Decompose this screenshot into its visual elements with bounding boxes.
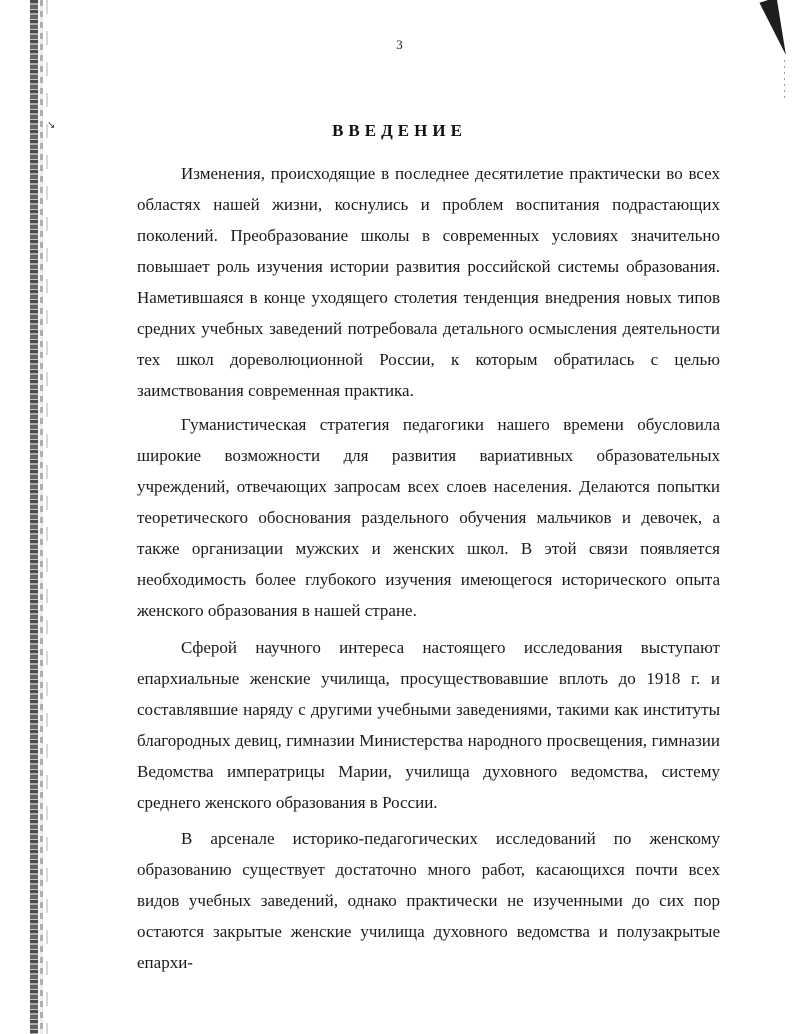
scan-binding-shadow [40,0,43,1034]
scan-binding-faint-line [46,0,48,1034]
body-text [137,158,720,978]
margin-arrow-icon: ↘ [47,120,56,131]
paragraph-4: В арсенале историко-педагогических исследований по женскому образованию существует достаточно много работ, касающихся почти всех видов учебных заведений, однако практически не изученными до сих пор остаются закрытые женские училища духовного ведомства и полузакрытые епархи- [137,829,720,972]
paragraph-2: Гуманистическая стратегия педагогики нашего времени обусловила широкие возможности для развития вариативных образовательных учреждений, отвечающих запросам всех слоев населения. Делаются попытки теоретического обоснования раздельного обучения мальчиков и девочек, а также организации мужских и женских школ. В этой связи появляется необходимость более глубокого изучения имеющегося исторического опыта женского образования в нашей стране. [137,415,720,620]
scan-binding-edge [30,0,38,1034]
paragraph-3: Сферой научного интереса настоящего исследования выступают епархиальные женские училища, просуществовавшие вплоть до 1918 г. и составлявшие наряду с другими учебными заведениями, такими как институты благородных девиц, гимназии Министерства народного просвещения, гимназии Ведомства императрицы Марии, училища духовного ведомства, систему среднего женского образования в России. [137,638,720,812]
paragraph-1: Изменения, происходящие в последнее десятилетие практически во всех областях нашей жизни, коснулись и проблем воспитания подрастающих поколений. Преобразование школы в современных условиях значительно повышает роль изучения истории развития российской системы образования. Наметившаяся в конце уходящего столетия тенденция внедрения новых типов средних учебных заведений потребовала детального осмысления деятельности тех школ дореволюционной России, к которым обратилась с целью заимствования современная практика. [137,164,720,400]
scan-right-edge-noise [784,60,785,100]
page-number: 3 [396,37,403,52]
section-heading: ВВЕДЕНИЕ [332,121,467,140]
